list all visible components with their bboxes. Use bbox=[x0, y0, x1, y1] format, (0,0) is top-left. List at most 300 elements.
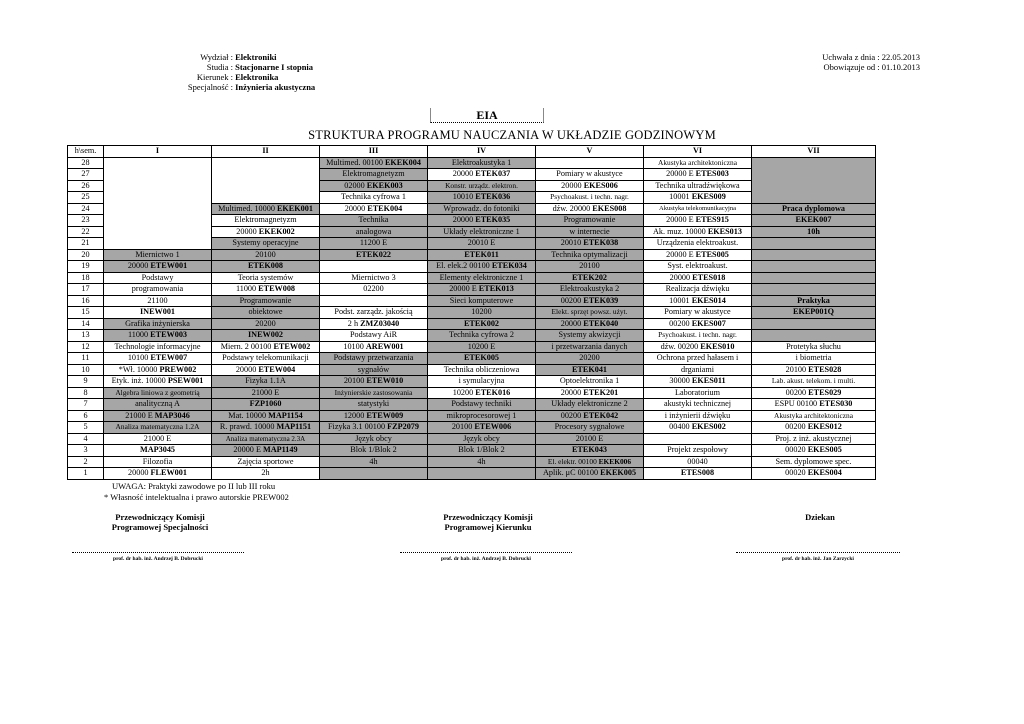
course-cell bbox=[212, 422, 320, 434]
signature-name: prof. dr hab. inż. Jan Zarzycki bbox=[782, 556, 854, 562]
course-cell bbox=[536, 180, 644, 192]
course-code: ETEK013 bbox=[478, 284, 514, 294]
course-text: 20000 bbox=[236, 226, 259, 236]
course-cell: 21000 E bbox=[212, 387, 320, 399]
course-cell bbox=[320, 180, 428, 192]
course-cell bbox=[644, 169, 752, 181]
course-text: 10100 bbox=[343, 341, 366, 351]
course-code: ETEW006 bbox=[474, 422, 512, 432]
course-cell bbox=[320, 468, 428, 480]
course-text: 00020 bbox=[785, 468, 808, 478]
course-cell: ETEK041 bbox=[536, 364, 644, 376]
course-cell: EKEK007 bbox=[752, 215, 876, 227]
uchwala-label: Uchwała z dnia : bbox=[822, 52, 880, 62]
course-code: EKES013 bbox=[707, 226, 742, 236]
table-row bbox=[68, 330, 876, 342]
course-text: Miern. 2 00100 bbox=[220, 341, 274, 351]
course-cell: Teoria systemów bbox=[212, 272, 320, 284]
course-cell bbox=[320, 157, 428, 169]
course-cell: Psychoakust. i techn. nagr. bbox=[644, 330, 752, 342]
course-cell: Laboratorium bbox=[644, 387, 752, 399]
kierunek-value: Elektronika bbox=[235, 72, 279, 82]
course-code: FZP2079 bbox=[387, 422, 419, 432]
course-text: 20010 bbox=[560, 238, 584, 248]
table-row bbox=[68, 353, 876, 365]
course-code: MAP3046 bbox=[154, 410, 190, 420]
course-cell bbox=[644, 192, 752, 204]
course-cell: 10200 bbox=[428, 307, 536, 319]
course-cell bbox=[428, 192, 536, 204]
course-cell bbox=[536, 387, 644, 399]
course-cell: Podstawy techniki bbox=[428, 399, 536, 411]
hour-cell: 6 bbox=[68, 410, 104, 422]
table-row bbox=[68, 364, 876, 376]
course-cell bbox=[428, 215, 536, 227]
course-cell: akustyki technicznej bbox=[644, 399, 752, 411]
course-text: 30000 bbox=[669, 376, 692, 386]
course-cell bbox=[752, 364, 876, 376]
course-cell: Pomiary w akustyce bbox=[536, 169, 644, 181]
course-cell bbox=[752, 238, 876, 250]
course-code: ETEW009 bbox=[366, 410, 404, 420]
course-text: R. prawd. 10000 bbox=[219, 422, 277, 432]
document-header bbox=[140, 52, 315, 92]
course-code: EKES006 bbox=[583, 180, 618, 190]
course-cell: Protetyka słuchu bbox=[752, 341, 876, 353]
course-code: FLEW001 bbox=[150, 468, 187, 478]
course-cell: obiektowe bbox=[212, 307, 320, 319]
course-text: 20000 E bbox=[449, 284, 479, 294]
semester-header: III bbox=[320, 146, 428, 158]
course-text: dźw. 20000 bbox=[552, 203, 593, 213]
hour-cell: 27 bbox=[68, 169, 104, 181]
table-row bbox=[68, 433, 876, 445]
course-cell: Język obcy bbox=[320, 433, 428, 445]
course-code: ETEW001 bbox=[150, 261, 188, 271]
course-cell: sygnałów bbox=[320, 364, 428, 376]
course-cell bbox=[212, 157, 320, 203]
uchwala-date: 22.05.2013 bbox=[881, 52, 920, 62]
course-text: 20100 bbox=[785, 364, 809, 374]
course-cell: Praca dyplomowa bbox=[752, 203, 876, 215]
course-code: ETEK040 bbox=[583, 318, 619, 328]
program-structure-table bbox=[67, 145, 876, 480]
course-cell bbox=[644, 215, 752, 227]
course-code: ETES028 bbox=[808, 364, 842, 374]
course-cell bbox=[320, 261, 428, 273]
course-text: 02000 bbox=[344, 180, 367, 190]
course-cell: ETEK202 bbox=[536, 272, 644, 284]
hour-cell: 8 bbox=[68, 387, 104, 399]
course-cell bbox=[644, 272, 752, 284]
course-cell: 20100 E bbox=[536, 433, 644, 445]
course-cell bbox=[428, 261, 536, 273]
course-cell: Inżynierskie zastosowania bbox=[320, 387, 428, 399]
course-cell bbox=[320, 422, 428, 434]
signature-title: Przewodniczący Komisji bbox=[115, 512, 205, 522]
hour-cell: 26 bbox=[68, 180, 104, 192]
course-cell bbox=[752, 272, 876, 284]
wydzial-label: Wydział : bbox=[200, 52, 233, 62]
course-cell bbox=[536, 238, 644, 250]
course-cell: Urządzenia elektroakust. bbox=[644, 238, 752, 250]
signature-title: Przewodniczący Komisji bbox=[443, 512, 533, 522]
course-code: ETEK034 bbox=[491, 261, 527, 271]
studia-label: Studia : bbox=[206, 62, 233, 72]
course-code: ETEK042 bbox=[583, 410, 619, 420]
signature-kier bbox=[388, 512, 588, 532]
course-cell: Ochrona przed hałasem i bbox=[644, 353, 752, 365]
course-cell: Technika cyfrowa 2 bbox=[428, 330, 536, 342]
course-cell bbox=[752, 445, 876, 457]
course-cell bbox=[644, 226, 752, 238]
course-text: Mat. 10000 bbox=[228, 410, 269, 420]
course-cell: drganiami bbox=[644, 364, 752, 376]
course-code: MAP1151 bbox=[276, 422, 312, 432]
course-code: EKES005 bbox=[807, 445, 842, 455]
course-cell bbox=[104, 330, 212, 342]
course-cell bbox=[428, 422, 536, 434]
course-cell bbox=[104, 157, 212, 249]
course-cell bbox=[644, 318, 752, 330]
course-cell: Lab. akust. telekom. i multi. bbox=[752, 376, 876, 388]
table-row bbox=[68, 422, 876, 434]
course-cell: Wprowadz. do fotoniki bbox=[428, 203, 536, 215]
course-cell: ETEK005 bbox=[428, 353, 536, 365]
course-code: PREW002 bbox=[159, 364, 197, 374]
course-text: 20100 bbox=[451, 422, 475, 432]
course-cell: Technika ultradźwiękowa bbox=[644, 180, 752, 192]
hour-cell: 10 bbox=[68, 364, 104, 376]
semester-header: VI bbox=[644, 146, 752, 158]
course-cell: ETEK022 bbox=[320, 249, 428, 261]
hour-cell: 25 bbox=[68, 192, 104, 204]
course-cell bbox=[536, 295, 644, 307]
course-cell bbox=[428, 387, 536, 399]
hour-cell: 7 bbox=[68, 399, 104, 411]
course-code: EKES011 bbox=[691, 376, 726, 386]
hour-cell: 5 bbox=[68, 422, 104, 434]
course-text: 20000 bbox=[560, 387, 584, 397]
course-cell: 21000 E bbox=[104, 433, 212, 445]
course-code: EKEK002 bbox=[258, 226, 295, 236]
table-row bbox=[68, 272, 876, 284]
course-cell: Syst. elektroakust. bbox=[644, 261, 752, 273]
course-code: ETEW002 bbox=[273, 341, 311, 351]
course-cell: Podstawy bbox=[104, 272, 212, 284]
course-code: EKES014 bbox=[691, 295, 726, 305]
course-cell: Elektromagnetyzm bbox=[320, 169, 428, 181]
obowiazuje-label: Obowiązuje od : bbox=[823, 62, 880, 72]
course-cell bbox=[320, 295, 428, 307]
table-row bbox=[68, 249, 876, 261]
hour-cell: 15 bbox=[68, 307, 104, 319]
course-cell bbox=[104, 376, 212, 388]
course-cell: statystyki bbox=[320, 399, 428, 411]
course-code: EKES009 bbox=[691, 192, 726, 202]
course-code: ZMZ03040 bbox=[360, 318, 400, 328]
course-text: 20100 bbox=[343, 376, 367, 386]
course-cell bbox=[536, 318, 644, 330]
course-cell: Technika cyfrowa 1 bbox=[320, 192, 428, 204]
course-cell: Sieci komputerowe bbox=[428, 295, 536, 307]
course-cell: i symulacyjna bbox=[428, 376, 536, 388]
course-cell bbox=[212, 284, 320, 296]
course-cell: Fizyka 1.1A bbox=[212, 376, 320, 388]
course-text: 10001 bbox=[669, 192, 692, 202]
course-text: 20000 E bbox=[666, 215, 696, 225]
course-cell: 00040 bbox=[644, 456, 752, 468]
course-code: ETEW008 bbox=[258, 284, 296, 294]
course-text: 20000 bbox=[344, 203, 368, 213]
course-cell: analogowa bbox=[320, 226, 428, 238]
course-text: 00200 bbox=[669, 318, 692, 328]
course-cell: Podstawy przetwarzania bbox=[320, 353, 428, 365]
course-cell: Elekt. sprzęt powsz. użyt. bbox=[536, 307, 644, 319]
course-cell bbox=[428, 284, 536, 296]
course-cell: 21100 bbox=[104, 295, 212, 307]
course-cell: EKEP001Q bbox=[752, 307, 876, 319]
course-cell: Analiza matematyczna 1.2A bbox=[104, 422, 212, 434]
course-cell bbox=[752, 318, 876, 330]
hour-cell: 4 bbox=[68, 433, 104, 445]
signature-line bbox=[72, 552, 244, 553]
course-text: 20000 bbox=[669, 272, 693, 282]
course-cell: Elektromagnetyzm bbox=[212, 215, 320, 227]
course-code: ETES915 bbox=[695, 215, 729, 225]
course-text: 20000 bbox=[561, 180, 584, 190]
note-wlasnosc: * Własność intelektualna i prawo autorskie PREW002 bbox=[104, 492, 289, 502]
course-cell bbox=[320, 341, 428, 353]
course-cell: i biometria bbox=[752, 353, 876, 365]
course-text: Ak. muz. 10000 bbox=[653, 226, 708, 236]
document-dates bbox=[780, 52, 920, 72]
table-row bbox=[68, 157, 876, 169]
course-code: EKES004 bbox=[807, 468, 842, 478]
course-code: EKEK005 bbox=[600, 468, 637, 478]
course-cell: Technika obliczeniowa bbox=[428, 364, 536, 376]
course-code: ETEW010 bbox=[366, 376, 404, 386]
course-cell bbox=[752, 468, 876, 480]
course-text: 12000 bbox=[343, 410, 367, 420]
course-cell: Język obcy bbox=[428, 433, 536, 445]
course-code: MAP1149 bbox=[263, 445, 298, 455]
course-cell: Praktyka bbox=[752, 295, 876, 307]
course-cell: Technika bbox=[320, 215, 428, 227]
course-code: EKES012 bbox=[807, 422, 842, 432]
course-cell: Realizacja dźwięku bbox=[644, 284, 752, 296]
course-cell bbox=[428, 169, 536, 181]
course-cell: Podst. zarządz. jakością bbox=[320, 307, 428, 319]
course-cell: MAP3045 bbox=[104, 445, 212, 457]
hour-cell: 23 bbox=[68, 215, 104, 227]
hour-cell: 1 bbox=[68, 468, 104, 480]
course-code: ETES018 bbox=[692, 272, 726, 282]
course-cell: Elementy elektroniczne 1 bbox=[428, 272, 536, 284]
course-cell bbox=[644, 249, 752, 261]
hour-cell: 16 bbox=[68, 295, 104, 307]
course-cell bbox=[752, 422, 876, 434]
course-cell: i inżynierii dźwięku bbox=[644, 410, 752, 422]
course-cell: ETEK002 bbox=[428, 318, 536, 330]
course-text: 20000 bbox=[560, 318, 584, 328]
course-cell: INEW001 bbox=[104, 307, 212, 319]
signature-title: Dziekan bbox=[805, 512, 835, 522]
signature-dziekan bbox=[720, 512, 920, 522]
course-text: Etyk. inż. 10000 bbox=[111, 376, 168, 386]
course-cell: Miernictwo 1 bbox=[104, 249, 212, 261]
course-text: 10010 bbox=[452, 192, 476, 202]
table-row bbox=[68, 284, 876, 296]
course-cell: FZP1060 bbox=[212, 399, 320, 411]
course-cell: Optoelektronika 1 bbox=[536, 376, 644, 388]
table-row bbox=[68, 376, 876, 388]
course-cell: Psychoakust. i techn. nagr. bbox=[536, 192, 644, 204]
specialty-code: EIA bbox=[430, 108, 544, 123]
course-code: ETEK035 bbox=[475, 215, 511, 225]
course-cell: 20010 E bbox=[428, 238, 536, 250]
course-cell: Elektroakustyka 1 bbox=[428, 157, 536, 169]
table-row bbox=[68, 456, 876, 468]
course-cell bbox=[320, 410, 428, 422]
course-cell bbox=[752, 157, 876, 203]
course-text: El. elek.2 00100 bbox=[436, 261, 492, 271]
table-row bbox=[68, 307, 876, 319]
course-text: dźw. 00200 bbox=[660, 341, 701, 351]
kierunek-label: Kierunek : bbox=[196, 72, 233, 82]
course-cell: Algebra liniowa z geometrią bbox=[104, 387, 212, 399]
course-cell: Miernictwo 3 bbox=[320, 272, 428, 284]
course-cell: Systemy akwizycji bbox=[536, 330, 644, 342]
course-code: ETEK004 bbox=[367, 203, 403, 213]
course-cell: 02200 bbox=[320, 284, 428, 296]
course-cell: w internecie bbox=[536, 226, 644, 238]
specjalnosc-value: Inżynieria akustyczna bbox=[235, 82, 316, 92]
course-cell bbox=[104, 468, 212, 480]
course-code: EKES010 bbox=[700, 341, 735, 351]
course-cell bbox=[644, 341, 752, 353]
course-text: 20000 E bbox=[666, 249, 696, 259]
course-cell: 10h bbox=[752, 226, 876, 238]
hour-cell: 13 bbox=[68, 330, 104, 342]
wydzial-value: Elektroniki bbox=[235, 52, 277, 62]
course-cell: Pomiary w akustyce bbox=[644, 307, 752, 319]
course-text: 20000 bbox=[127, 261, 151, 271]
course-code: EKES007 bbox=[691, 318, 726, 328]
course-cell bbox=[212, 341, 320, 353]
course-cell: Technologie informacyjne bbox=[104, 341, 212, 353]
course-cell: Akustyka architektoniczna bbox=[752, 410, 876, 422]
course-cell: ETEK043 bbox=[536, 445, 644, 457]
course-cell: Proj. z inż. akustycznej bbox=[752, 433, 876, 445]
course-code: ETES005 bbox=[695, 249, 729, 259]
course-code: ETEK036 bbox=[475, 192, 511, 202]
course-cell: Akustyka telekomunikacyjna bbox=[644, 203, 752, 215]
course-cell: Programowanie bbox=[212, 295, 320, 307]
course-cell: Projekt zespołowy bbox=[644, 445, 752, 457]
course-code: PSEW001 bbox=[167, 376, 204, 386]
course-cell bbox=[644, 422, 752, 434]
table-row bbox=[68, 341, 876, 353]
course-code: EKEK004 bbox=[384, 157, 421, 167]
course-text: 00200 bbox=[560, 295, 584, 305]
course-cell: 4h bbox=[428, 456, 536, 468]
course-cell: Układy elektroniczne 1 bbox=[428, 226, 536, 238]
course-text: 00200 bbox=[785, 422, 808, 432]
course-cell: ETEK011 bbox=[428, 249, 536, 261]
course-code: EKEK001 bbox=[276, 203, 313, 213]
course-cell bbox=[320, 203, 428, 215]
course-cell bbox=[104, 410, 212, 422]
course-cell bbox=[752, 399, 876, 411]
hour-cell: 11 bbox=[68, 353, 104, 365]
course-code: ETEK039 bbox=[583, 295, 619, 305]
course-cell: INEW002 bbox=[212, 330, 320, 342]
course-cell: Zajęcia sportowe bbox=[212, 456, 320, 468]
course-cell bbox=[752, 284, 876, 296]
note-praktyki: UWAGA: Praktyki zawodowe po II lub III roku bbox=[112, 481, 276, 491]
course-cell bbox=[104, 353, 212, 365]
course-text: Aplik. μC 00100 bbox=[542, 468, 601, 478]
hour-cell: 19 bbox=[68, 261, 104, 273]
course-cell bbox=[536, 203, 644, 215]
course-text: 00020 bbox=[785, 445, 808, 455]
course-code: ETEK201 bbox=[583, 387, 619, 397]
page-title: STRUKTURA PROGRAMU NAUCZANIA W UKŁADZIE GODZINOWYM bbox=[308, 128, 716, 142]
course-cell: programowania bbox=[104, 284, 212, 296]
table-row bbox=[68, 387, 876, 399]
course-cell bbox=[644, 295, 752, 307]
course-cell bbox=[212, 445, 320, 457]
course-cell bbox=[644, 376, 752, 388]
course-text: Fizyka 3.1 00100 bbox=[328, 422, 388, 432]
course-code: ETEK038 bbox=[583, 238, 619, 248]
semester-header: V bbox=[536, 146, 644, 158]
course-cell: Technika optymalizacji bbox=[536, 249, 644, 261]
course-cell bbox=[752, 261, 876, 273]
course-cell: Filozofia bbox=[104, 456, 212, 468]
course-code: MAP1154 bbox=[268, 410, 303, 420]
table-row bbox=[68, 468, 876, 480]
table-row bbox=[68, 410, 876, 422]
course-cell bbox=[212, 203, 320, 215]
course-cell: 4h bbox=[320, 456, 428, 468]
course-cell bbox=[536, 157, 644, 169]
course-code: ETEW004 bbox=[258, 364, 296, 374]
course-code: ETES030 bbox=[819, 399, 853, 409]
course-cell: Akustyka architektoniczna bbox=[644, 157, 752, 169]
course-text: 20000 bbox=[128, 468, 151, 478]
hour-cell: 17 bbox=[68, 284, 104, 296]
course-text: 20000 bbox=[452, 169, 476, 179]
course-cell: Blok 1/Blok 2 bbox=[428, 445, 536, 457]
course-cell: Sem. dyplomowe spec. bbox=[752, 456, 876, 468]
course-code: EKEK003 bbox=[366, 180, 403, 190]
hour-cell: 14 bbox=[68, 318, 104, 330]
course-text: 11000 bbox=[235, 284, 259, 294]
hour-cell: 2 bbox=[68, 456, 104, 468]
course-code: AREW001 bbox=[365, 341, 404, 351]
course-cell bbox=[104, 364, 212, 376]
studia-value: Stacjonarne I stopnia bbox=[235, 62, 314, 72]
course-cell bbox=[212, 410, 320, 422]
course-cell bbox=[536, 468, 644, 480]
course-cell: Podstawy telekomunikacji bbox=[212, 353, 320, 365]
course-cell: Konstr. urządz. elektron. bbox=[428, 180, 536, 192]
course-cell: 20200 bbox=[212, 318, 320, 330]
course-text: El. elektr. 00100 bbox=[547, 456, 599, 466]
course-cell: 20100 bbox=[212, 249, 320, 261]
